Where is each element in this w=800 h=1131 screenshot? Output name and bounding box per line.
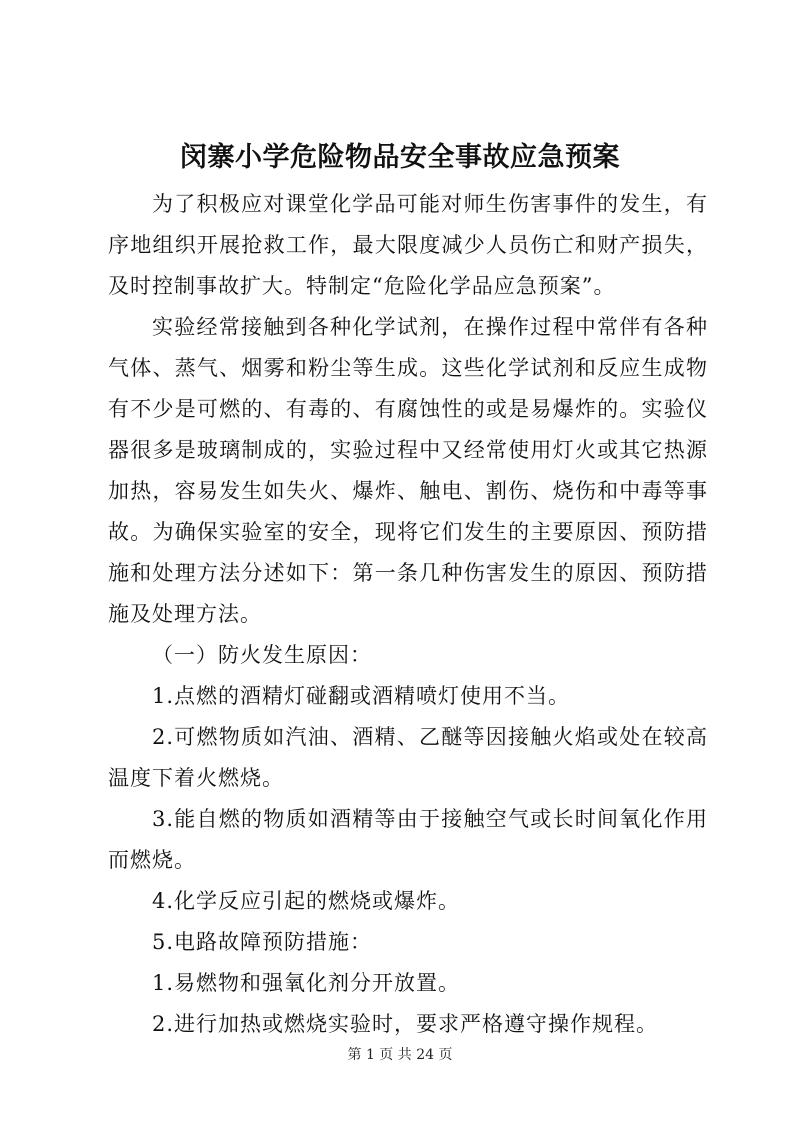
document-body <box>108 184 708 1045</box>
list-item-measure-1: 1.易燃物和强氧化剂分开放置。 <box>152 971 461 995</box>
document-title: 闵寨小学危险物品安全事故应急预案 <box>180 142 620 173</box>
list-item-cause-1: 1.点燃的酒精灯碰翻或酒精喷灯使用不当。 <box>152 684 571 708</box>
section-heading-fire-causes: （一）防火发生原因： <box>152 643 372 667</box>
list-item-measure-2: 2.进行加热或燃烧实验时，要求严格遵守操作规程。 <box>152 1012 659 1036</box>
paragraph-background: 实验经常接触到各种化学试剂，在操作过程中常伴有各种气体、蒸气、烟雾和粉尘等生成。这些化学试剂和反应生成物有不少是可燃的、有毒的、有腐蚀性的或是易爆炸的。实验仪器很多是玻璃制成的，实验过程中又经常使用灯火或其它热源加热，容易发生如失火、爆炸、触电、割伤、烧伤和中毒等事故。为确保实验室的安全，现将它们发生的主要原因、预防措施和处理方法分述如下：第一条几种伤害发生的原因、预防措施及处理方法。 <box>108 315 708 626</box>
list-item-cause-2: 2.可燃物质如汽油、酒精、乙醚等因接触火焰或处在较高温度下着火燃烧。 <box>108 725 708 790</box>
list-item-cause-5: 5.电路故障预防措施： <box>152 930 373 954</box>
paragraph-intro: 为了积极应对课堂化学品可能对师生伤害事件的发生，有序地组织开展抢救工作，最大限度减少人员伤亡和财产损失，及时控制事故扩大。特制定“危险化学品应急预案”。 <box>108 192 708 298</box>
list-item-cause-3: 3.能自燃的物质如酒精等由于接触空气或长时间氧化作用而燃烧。 <box>108 807 708 872</box>
page-number-footer: 第 1 页 共 24 页 <box>347 1047 453 1063</box>
list-item-cause-4: 4.化学反应引起的燃烧或爆炸。 <box>152 889 461 913</box>
